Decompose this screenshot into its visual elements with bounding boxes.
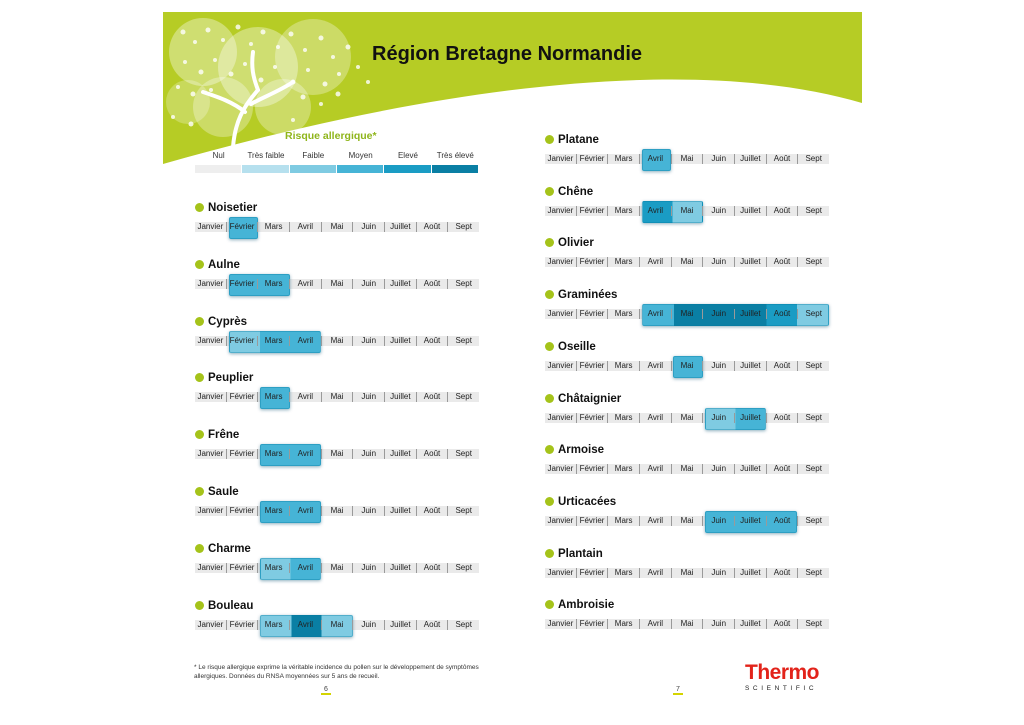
- month-label: Juin: [352, 392, 384, 402]
- plant-name: [545, 599, 614, 611]
- month-strip: [545, 154, 829, 164]
- plant-name-text: Peuplier: [208, 372, 254, 385]
- month-label: Avril: [639, 361, 671, 371]
- bullet-dot-icon: [545, 394, 554, 403]
- plant-name: [545, 289, 617, 301]
- plant-name: [545, 496, 616, 508]
- month-label: Février: [226, 449, 258, 459]
- month-label: Mai: [671, 516, 703, 526]
- legend-color-swatch: [195, 165, 241, 173]
- month-label: Février: [576, 206, 608, 216]
- month-strip: [545, 361, 829, 371]
- legend-color-swatch: [242, 165, 288, 173]
- bullet-dot-icon: [545, 290, 554, 299]
- plant-name-text: Urticacées: [558, 495, 617, 508]
- month-strip: [195, 392, 479, 402]
- plant-name-text: Oseille: [558, 340, 596, 353]
- month-label: Sept: [797, 516, 829, 526]
- month-label: Février: [226, 222, 258, 232]
- month-label: Août: [416, 279, 448, 289]
- month-label: Janvier: [547, 309, 574, 319]
- bullet-dot-icon: [545, 135, 554, 144]
- month-label: Mai: [321, 279, 353, 289]
- month-label: Juin: [702, 413, 734, 423]
- month-label: Février: [226, 563, 258, 573]
- month-label: Avril: [639, 413, 671, 423]
- plant-name: [545, 341, 596, 353]
- month-strip: [545, 257, 829, 267]
- month-label: Février: [226, 392, 258, 402]
- month-label: Mars: [607, 361, 639, 371]
- bullet-dot-icon: [545, 187, 554, 196]
- plant-name-text: Platane: [558, 134, 599, 146]
- month-label: Mars: [607, 464, 639, 474]
- bullet-dot-icon: [195, 373, 204, 382]
- bullet-dot-icon: [195, 544, 204, 553]
- legend-color-scale: [195, 165, 479, 173]
- month-label: Sept: [447, 279, 479, 289]
- plant-name-text: Noisetier: [208, 202, 258, 214]
- month-label: Août: [766, 154, 798, 164]
- month-label: Mars: [257, 336, 289, 346]
- month-label: Janvier: [547, 619, 574, 629]
- legend-color-swatch: [432, 165, 478, 173]
- legend-color-swatch: [384, 165, 430, 173]
- month-label: Février: [576, 154, 608, 164]
- month-label: Août: [766, 413, 798, 423]
- month-label: Janvier: [547, 412, 574, 422]
- plant-name-text: Chêne: [558, 185, 594, 198]
- month-label: Février: [576, 568, 608, 578]
- month-label: Mars: [257, 506, 289, 516]
- month-label: Février: [576, 464, 608, 474]
- plant-name: [545, 237, 594, 249]
- month-label: Avril: [639, 568, 671, 578]
- month-label: Mai: [671, 464, 703, 474]
- bullet-dot-icon: [545, 238, 554, 247]
- legend-color-swatch: [337, 165, 383, 173]
- month-label: Août: [766, 516, 798, 526]
- month-label: Août: [416, 506, 448, 516]
- month-label: Mai: [321, 449, 353, 459]
- month-label: Avril: [639, 516, 671, 526]
- month-label: Janvier: [197, 335, 224, 345]
- month-label: Sept: [447, 563, 479, 573]
- month-label: Juin: [702, 257, 734, 267]
- month-label: Mai: [671, 568, 703, 578]
- month-label: Juin: [702, 309, 734, 319]
- plant-name-text: Saule: [208, 486, 239, 498]
- month-label: Juin: [352, 279, 384, 289]
- month-label: Mars: [607, 154, 639, 164]
- month-label: Janvier: [197, 506, 224, 515]
- month-label: Avril: [289, 449, 321, 459]
- bullet-dot-icon: [545, 549, 554, 558]
- thermo-scientific-logo: [745, 662, 819, 692]
- plant-name: [195, 316, 247, 328]
- bullet-dot-icon: [195, 260, 204, 269]
- month-label: Sept: [797, 257, 829, 267]
- month-label: Juillet: [384, 279, 416, 289]
- month-label: Mars: [607, 413, 639, 423]
- plant-name: [545, 134, 599, 146]
- month-label: Août: [766, 361, 798, 371]
- plant-name-text: Ambroisie: [558, 599, 615, 612]
- month-label: Mars: [257, 279, 289, 289]
- month-label: Avril: [289, 222, 321, 232]
- month-label: Mai: [321, 336, 353, 346]
- logo-sub-text: SCIENTIFIC: [745, 685, 818, 692]
- month-label: Mars: [607, 568, 639, 578]
- month-label: Août: [416, 392, 448, 402]
- plant-name: [195, 259, 240, 271]
- plant-name: [195, 600, 253, 612]
- month-label: Mars: [607, 516, 639, 526]
- month-label: Février: [576, 309, 608, 319]
- bullet-dot-icon: [195, 317, 204, 326]
- month-strip: [545, 619, 829, 629]
- month-label: Juin: [352, 449, 384, 459]
- bullet-dot-icon: [195, 601, 204, 610]
- month-label: Sept: [797, 309, 829, 319]
- month-label: Avril: [289, 563, 321, 573]
- month-label: Mai: [321, 222, 353, 232]
- month-label: Avril: [639, 309, 671, 319]
- bullet-dot-icon: [545, 445, 554, 454]
- month-label: Juin: [702, 619, 734, 629]
- month-label: Juin: [702, 206, 734, 216]
- month-label: Août: [416, 620, 448, 630]
- month-label: Mai: [321, 563, 353, 573]
- month-strip: [195, 620, 479, 630]
- month-label: Juin: [702, 361, 734, 371]
- month-label: Sept: [797, 619, 829, 629]
- plant-name: [545, 444, 604, 456]
- month-label: Août: [766, 309, 798, 319]
- month-strip: [195, 449, 479, 459]
- plant-name: [545, 393, 621, 405]
- page-number-left-text: 6: [324, 686, 328, 693]
- legend-level-label: Très élevé: [436, 151, 474, 160]
- plant-name: [545, 186, 593, 198]
- month-label: Mars: [257, 563, 289, 573]
- month-label: Janvier: [197, 619, 224, 629]
- month-label: Juillet: [384, 336, 416, 346]
- plant-name-text: Bouleau: [208, 599, 254, 612]
- month-label: Mai: [671, 257, 703, 267]
- month-label: Juillet: [734, 619, 766, 629]
- month-label: Sept: [447, 449, 479, 459]
- month-label: Mars: [607, 619, 639, 629]
- month-label: Mai: [321, 506, 353, 516]
- month-strip: [195, 336, 479, 346]
- month-label: Mai: [671, 154, 703, 164]
- month-label: Juillet: [734, 257, 766, 267]
- month-label: Juillet: [384, 563, 416, 573]
- month-label: Sept: [447, 222, 479, 232]
- month-label: Mai: [671, 309, 703, 319]
- legend-color-swatch: [290, 165, 336, 173]
- month-label: Juin: [702, 154, 734, 164]
- month-strip: [195, 222, 479, 232]
- month-label: Sept: [797, 206, 829, 216]
- month-label: Sept: [447, 506, 479, 516]
- plant-name-text: Graminées: [558, 289, 618, 302]
- bullet-dot-icon: [195, 203, 204, 212]
- page-number-right-text: 7: [676, 686, 680, 693]
- month-label: Juin: [352, 506, 384, 516]
- page-number-left: [321, 686, 331, 695]
- month-label: Sept: [447, 620, 479, 630]
- month-label: Sept: [797, 154, 829, 164]
- month-label: Juillet: [734, 361, 766, 371]
- month-label: Juin: [352, 336, 384, 346]
- month-label: Août: [766, 568, 798, 578]
- month-label: Janvier: [197, 449, 224, 459]
- month-label: Janvier: [547, 464, 574, 474]
- month-label: Janvier: [197, 222, 224, 231]
- month-label: Mars: [607, 206, 639, 216]
- month-label: Avril: [289, 336, 321, 346]
- month-strip: [545, 516, 829, 526]
- month-label: Mars: [257, 222, 289, 232]
- plant-name-text: Armoise: [558, 444, 605, 457]
- month-label: Juillet: [734, 516, 766, 526]
- month-strip: [545, 309, 829, 319]
- month-label: Sept: [447, 392, 479, 402]
- month-label: Janvier: [547, 257, 574, 267]
- month-label: Avril: [289, 279, 321, 289]
- month-label: Février: [576, 619, 608, 629]
- month-label: Juillet: [384, 506, 416, 516]
- month-strip: [545, 464, 829, 474]
- month-label: Avril: [639, 154, 671, 164]
- month-strip: [545, 568, 829, 578]
- month-label: Sept: [797, 464, 829, 474]
- plant-name: [195, 429, 239, 441]
- legend-labels: [195, 151, 479, 160]
- month-label: Août: [766, 257, 798, 267]
- bullet-dot-icon: [195, 430, 204, 439]
- month-label: Avril: [289, 392, 321, 402]
- bullet-dot-icon: [545, 497, 554, 506]
- month-label: Janvier: [197, 562, 224, 572]
- month-strip: [545, 413, 829, 423]
- month-label: Août: [416, 222, 448, 232]
- plant-name: [545, 548, 603, 560]
- month-label: Juin: [352, 620, 384, 630]
- month-label: Janvier: [197, 392, 224, 402]
- month-label: Avril: [289, 620, 321, 630]
- month-label: Juillet: [734, 568, 766, 578]
- month-label: Juillet: [384, 392, 416, 402]
- month-label: Mai: [671, 206, 703, 216]
- month-label: Février: [226, 279, 258, 289]
- month-label: Avril: [639, 464, 671, 474]
- month-label: Juin: [702, 464, 734, 474]
- month-label: Mai: [671, 413, 703, 423]
- bullet-dot-icon: [545, 342, 554, 351]
- month-label: Janvier: [197, 278, 224, 288]
- month-label: Août: [416, 449, 448, 459]
- plant-name-text: Charme: [208, 542, 251, 555]
- plant-name-text: Aulne: [208, 258, 240, 271]
- plant-name: [195, 202, 257, 214]
- month-label: Janvier: [547, 360, 574, 370]
- month-label: Janvier: [547, 567, 574, 577]
- month-label: Février: [226, 506, 258, 516]
- month-label: Janvier: [547, 154, 574, 163]
- plant-name-text: Plantain: [558, 547, 603, 560]
- month-label: Juillet: [734, 206, 766, 216]
- month-label: Juin: [702, 516, 734, 526]
- month-label: Juin: [352, 563, 384, 573]
- month-label: Avril: [639, 257, 671, 267]
- month-label: Mai: [671, 361, 703, 371]
- month-label: Février: [576, 361, 608, 371]
- legend-level-label: Elevé: [397, 151, 418, 160]
- plant-name: [195, 372, 253, 384]
- legend-level-label: Faible: [302, 151, 325, 160]
- month-label: Août: [416, 336, 448, 346]
- plant-name: [195, 543, 251, 555]
- month-label: Sept: [797, 361, 829, 371]
- month-strip: [195, 279, 479, 289]
- month-label: Février: [226, 620, 258, 630]
- month-label: Juin: [352, 222, 384, 232]
- legend-level-label: Nul: [212, 151, 225, 160]
- legend-title: Risque allergique*: [285, 130, 377, 142]
- month-label: Mars: [257, 449, 289, 459]
- plant-name-text: Châtaignier: [558, 392, 622, 405]
- month-strip: [195, 506, 479, 516]
- month-label: Avril: [289, 506, 321, 516]
- month-label: Sept: [797, 568, 829, 578]
- month-label: Mars: [607, 257, 639, 267]
- month-label: Août: [766, 619, 798, 629]
- month-label: Janvier: [547, 205, 574, 215]
- plant-name-text: Cyprès: [208, 315, 247, 328]
- month-label: Juillet: [384, 449, 416, 459]
- bullet-dot-icon: [195, 487, 204, 496]
- plant-name-text: Frêne: [208, 429, 240, 442]
- bullet-dot-icon: [545, 600, 554, 609]
- month-label: Février: [576, 257, 608, 267]
- page-number-right: [673, 686, 683, 695]
- page-title: Région Bretagne Normandie: [372, 43, 643, 65]
- month-label: Juillet: [734, 154, 766, 164]
- month-label: Mars: [607, 309, 639, 319]
- legend-level-label: Très faible: [247, 151, 285, 160]
- month-label: Juillet: [734, 413, 766, 423]
- month-label: Mai: [321, 620, 353, 630]
- month-label: Mars: [257, 620, 289, 630]
- plant-name-text: Olivier: [558, 237, 594, 250]
- month-label: Sept: [797, 413, 829, 423]
- month-label: Avril: [639, 619, 671, 629]
- month-label: Juillet: [384, 620, 416, 630]
- month-label: Août: [416, 563, 448, 573]
- month-label: Sept: [447, 336, 479, 346]
- month-label: Avril: [639, 206, 671, 216]
- month-label: Mai: [321, 392, 353, 402]
- legend-level-label: Moyen: [348, 151, 373, 160]
- month-strip: [195, 563, 479, 573]
- month-label: Février: [576, 516, 608, 526]
- month-label: Mars: [257, 392, 289, 402]
- plant-name: [195, 486, 239, 498]
- header-banner: [163, 12, 862, 164]
- month-label: Août: [766, 464, 798, 474]
- month-label: Février: [226, 336, 258, 346]
- month-label: Février: [576, 413, 608, 423]
- month-label: Mai: [671, 619, 703, 629]
- month-label: Juillet: [734, 309, 766, 319]
- month-label: Juillet: [384, 222, 416, 232]
- logo-main-text: Thermo: [745, 661, 820, 684]
- month-strip: [545, 206, 829, 216]
- month-label: Janvier: [547, 515, 574, 525]
- month-label: Août: [766, 206, 798, 216]
- footnote: * Le risque allergique exprime la véritable incidence du pollen sur le développement de symptômes allergiques. Données du RNSA moyennées sur 5 ans de recueil.: [194, 664, 479, 680]
- month-label: Juin: [702, 568, 734, 578]
- month-label: Juillet: [734, 464, 766, 474]
